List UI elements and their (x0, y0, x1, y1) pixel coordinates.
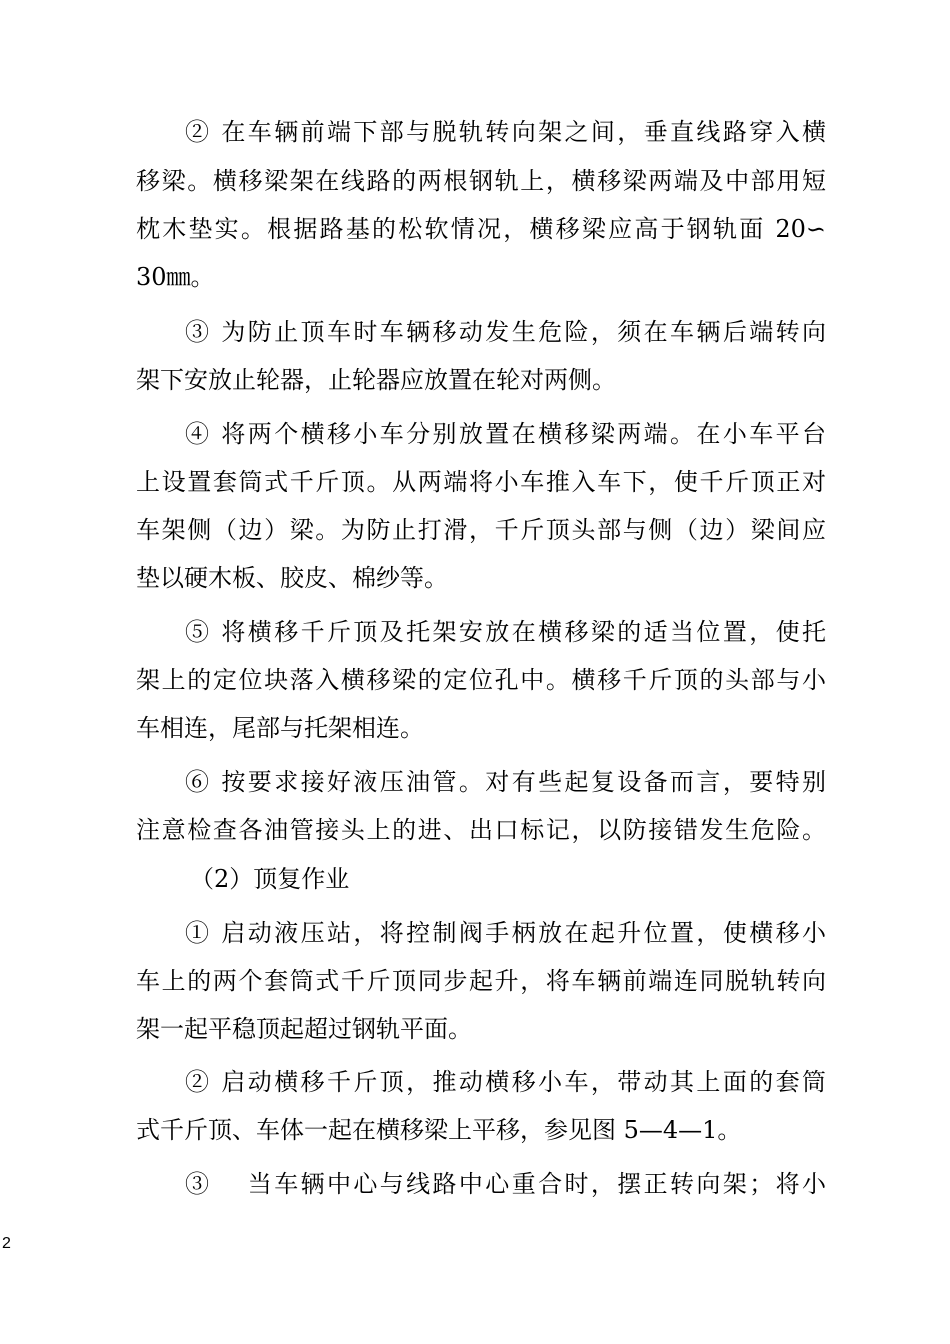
text-line: 架上的定位块落入横移梁的定位孔中。横移千斤顶的头部与小 (136, 666, 826, 694)
text-line: ④ 将两个横移小车分别放置在横移梁两端。在小车平台 (185, 420, 826, 448)
text-line: 车相连，尾部与托架相连。 (136, 714, 424, 742)
text-line: ① 启动液压站，将控制阀手柄放在起升位置，使横移小 (185, 919, 826, 947)
text-line: ② 启动横移千斤顶，推动横移小车，带动其上面的套筒 (185, 1068, 826, 1096)
text-line: 30㎜。 (136, 263, 215, 291)
text-line: 移梁。横移梁架在线路的两根钢轨上，横移梁两端及中部用短 (136, 167, 826, 195)
text-line: ⑥ 按要求接好液压油管。对有些起复设备而言，要特别 (185, 768, 826, 796)
text-line: 架下安放止轮器，止轮器应放置在轮对两侧。 (136, 366, 616, 394)
text-line: ② 在车辆前端下部与脱轨转向架之间，垂直线路穿入横 (185, 118, 826, 146)
page-number: 2 (2, 1235, 11, 1252)
text-line: 车上的两个套筒式千斤顶同步起升，将车辆前端连同脱轨转向 (136, 967, 826, 995)
text-line: 垫以硬木板、胶皮、棉纱等。 (136, 564, 448, 592)
text-line: 注意检查各油管接头上的进、出口标记，以防接错发生危险。 (136, 816, 826, 844)
text-line: ⑤ 将横移千斤顶及托架安放在横移梁的适当位置，使托 (185, 618, 826, 646)
text-line: ③ 当车辆中心与线路中心重合时，摆正转向架；将小 (185, 1170, 826, 1198)
text-line: 式千斤顶、车体一起在横移梁上平移，参见图 5—4—1。 (136, 1116, 742, 1144)
text-line: 枕木垫实。根据路基的松软情况，横移梁应高于钢轨面 20∽ (136, 215, 826, 243)
text-line: 车架侧（边）梁。为防止打滑，千斤顶头部与侧（边）梁间应 (136, 516, 826, 544)
section-heading: （2）顶复作业 (190, 865, 350, 893)
text-line: 上设置套筒式千斤顶。从两端将小车推入车下，使千斤顶正对 (136, 468, 826, 496)
text-line: 架一起平稳顶起超过钢轨平面。 (136, 1015, 472, 1043)
text-line: ③ 为防止顶车时车辆移动发生危险，须在车辆后端转向 (185, 318, 826, 346)
